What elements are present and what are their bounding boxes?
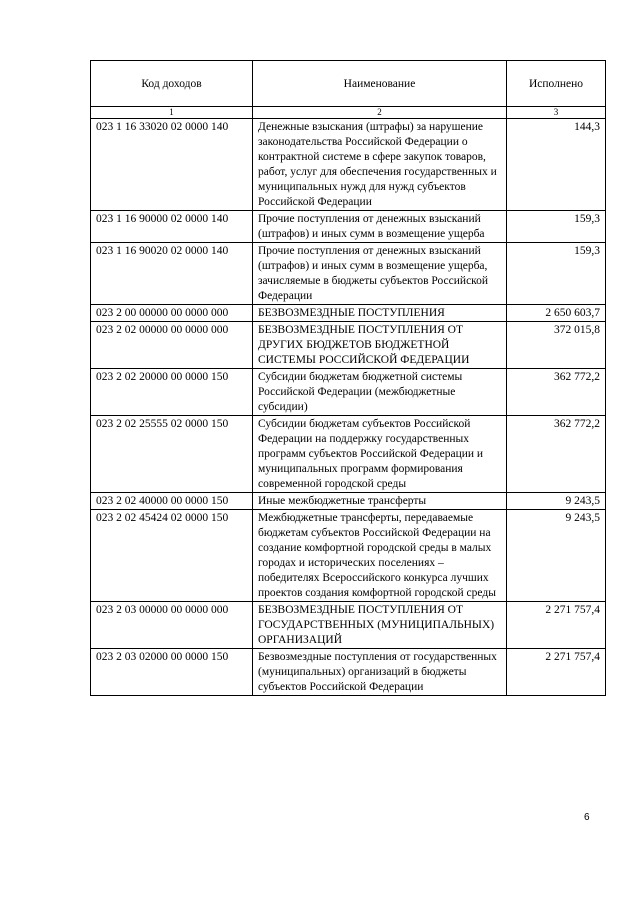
- row-code: 023 2 02 25555 02 0000 150: [91, 416, 253, 493]
- table-row: [91, 602, 606, 649]
- table-row: [91, 510, 606, 602]
- row-name: Субсидии бюджетам бюджетной системы Российской Федерации (межбюджетные субсидии): [253, 369, 507, 416]
- header-name: Наименование: [253, 61, 507, 107]
- table-row: [91, 649, 606, 696]
- row-code: 023 1 16 90020 02 0000 140: [91, 243, 253, 305]
- table-row: [91, 119, 606, 211]
- table-header-row: [91, 61, 606, 107]
- row-name: БЕЗВОЗМЕЗДНЫЕ ПОСТУПЛЕНИЯ: [253, 305, 507, 322]
- row-value: 9 243,5: [507, 493, 606, 510]
- row-name: Безвозмездные поступления от государственных (муниципальных) организаций в бюджеты субъектов Российской Федерации: [253, 649, 507, 696]
- row-name: Прочие поступления от денежных взысканий (штрафов) и иных сумм в возмещение ущерба, зачисляемые в бюджеты субъектов Российской Федерации: [253, 243, 507, 305]
- row-code: 023 2 02 00000 00 0000 000: [91, 322, 253, 369]
- table-row: [91, 211, 606, 243]
- row-value: 144,3: [507, 119, 606, 211]
- row-name: Иные межбюджетные трансферты: [253, 493, 507, 510]
- table-row: [91, 305, 606, 322]
- row-value: 362 772,2: [507, 369, 606, 416]
- row-code: 023 2 02 45424 02 0000 150: [91, 510, 253, 602]
- column-number-1: 1: [91, 107, 253, 119]
- row-code: 023 2 03 02000 00 0000 150: [91, 649, 253, 696]
- table-row: [91, 493, 606, 510]
- row-value: 2 271 757,4: [507, 602, 606, 649]
- column-number-3: 3: [507, 107, 606, 119]
- table-row: [91, 243, 606, 305]
- row-value: 2 650 603,7: [507, 305, 606, 322]
- table-row: [91, 322, 606, 369]
- page-number: 6: [584, 812, 590, 823]
- column-number-row: [91, 107, 606, 119]
- table-row: [91, 416, 606, 493]
- column-number-2: 2: [253, 107, 507, 119]
- row-code: 023 2 03 00000 00 0000 000: [91, 602, 253, 649]
- row-code: 023 1 16 90000 02 0000 140: [91, 211, 253, 243]
- row-code: 023 2 02 20000 00 0000 150: [91, 369, 253, 416]
- row-value: 159,3: [507, 243, 606, 305]
- row-value: 9 243,5: [507, 510, 606, 602]
- row-value: 159,3: [507, 211, 606, 243]
- row-name: Межбюджетные трансферты, передаваемые бюджетам субъектов Российской Федерации на создание комфортной городской среды в малых городах и исторических поселениях – победителях Всероссийского конкурса лучших проектов создания комфортной городской среды: [253, 510, 507, 602]
- revenue-table: [90, 60, 606, 696]
- row-code: 023 2 02 40000 00 0000 150: [91, 493, 253, 510]
- row-name: БЕЗВОЗМЕЗДНЫЕ ПОСТУПЛЕНИЯ ОТ ГОСУДАРСТВЕННЫХ (МУНИЦИПАЛЬНЫХ) ОРГАНИЗАЦИЙ: [253, 602, 507, 649]
- row-name: Прочие поступления от денежных взысканий (штрафов) и иных сумм в возмещение ущерба: [253, 211, 507, 243]
- header-code: Код доходов: [91, 61, 253, 107]
- row-name: Денежные взыскания (штрафы) за нарушение законодательства Российской Федерации о контрактной системе в сфере закупок товаров, работ, услуг для обеспечения государственных и муниципальных нужд для нужд субъектов Российской Федерации: [253, 119, 507, 211]
- row-name: Субсидии бюджетам субъектов Российской Федерации на поддержку государственных программ субъектов Российской Федерации и муниципальных программ формирования современной городской среды: [253, 416, 507, 493]
- table-row: [91, 369, 606, 416]
- row-value: 2 271 757,4: [507, 649, 606, 696]
- row-code: 023 2 00 00000 00 0000 000: [91, 305, 253, 322]
- row-code: 023 1 16 33020 02 0000 140: [91, 119, 253, 211]
- header-value: Исполнено: [507, 61, 606, 107]
- row-value: 372 015,8: [507, 322, 606, 369]
- row-value: 362 772,2: [507, 416, 606, 493]
- row-name: БЕЗВОЗМЕЗДНЫЕ ПОСТУПЛЕНИЯ ОТ ДРУГИХ БЮДЖЕТОВ БЮДЖЕТНОЙ СИСТЕМЫ РОССИЙСКОЙ ФЕДЕРАЦИИ: [253, 322, 507, 369]
